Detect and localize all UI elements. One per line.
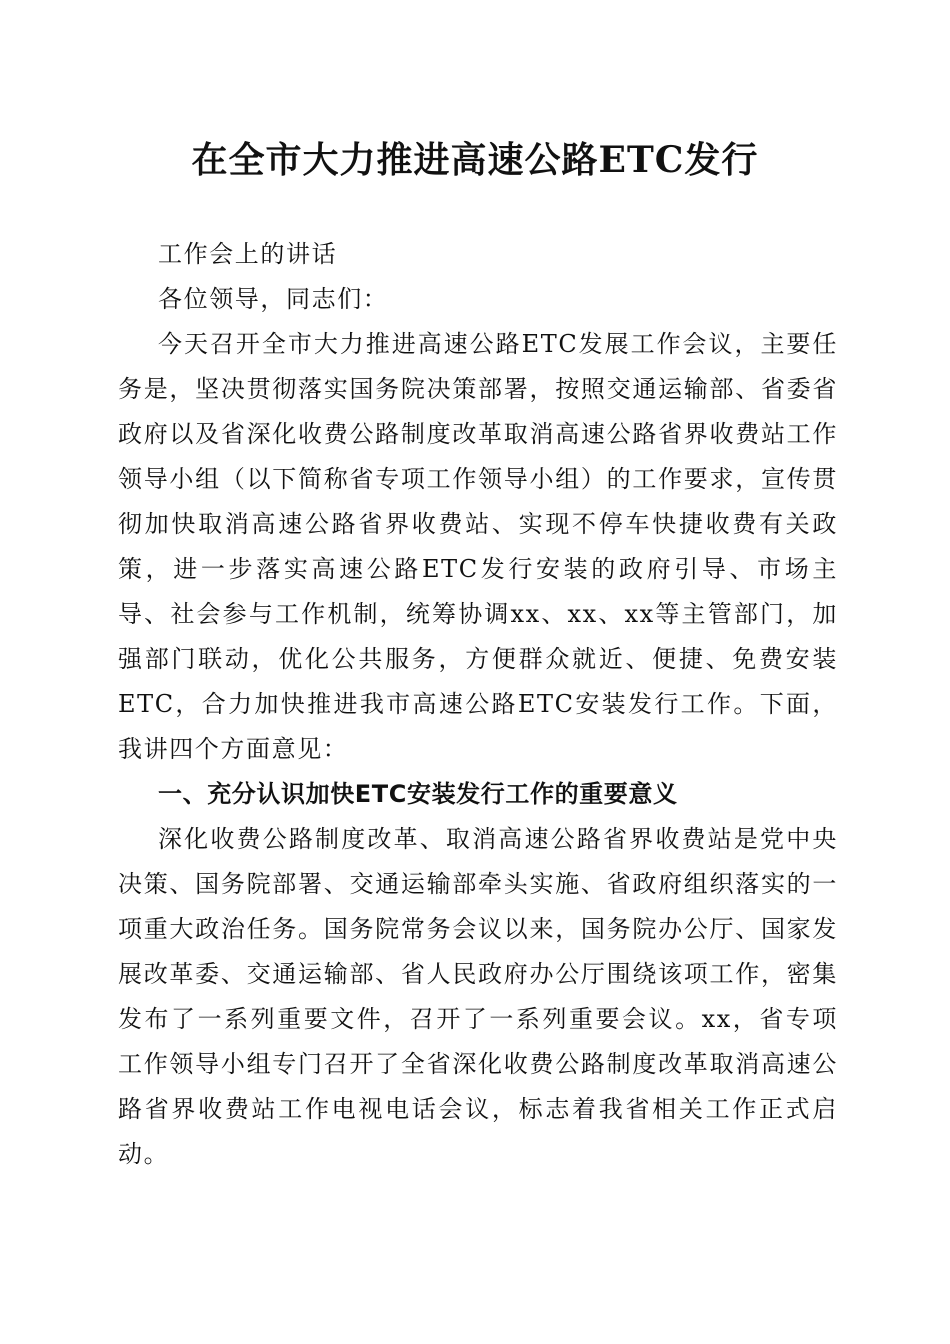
salutation: 各位领导，同志们：	[158, 285, 389, 313]
section-heading-1: 一、充分认识加快ETC安装发行工作的重要意义	[158, 780, 678, 808]
intro-paragraph: 今天召开全市大力推进高速公路ETC发展工作会议，主要任务是，坚决贯彻落实国务院决策部署，按照交通运输部、省委省政府以及省深化收费公路制度改革取消高速公路省界收费站工作领导小组（以下简称省专项工作领导小组）的工作要求，宣传贯彻加快取消高速公路省界收费站、实现不停车快捷收费有关政策，进一步落实高速公路ETC发行安装的政府引导、市场主导、社会参与工作机制，统筹协调xx、xx、xx等主管部门，加强部门联动，优化公共服务，方便群众就近、便捷、免费安装ETC，合力加快推进我市高速公路ETC安装发行工作。下面，我讲四个方面意见：	[118, 330, 838, 763]
speech-subtitle: 工作会上的讲话	[158, 240, 338, 268]
document-body	[118, 232, 838, 1177]
document-title: 在全市大力推进高速公路ETC发行	[191, 139, 759, 181]
section-1-paragraph: 深化收费公路制度改革、取消高速公路省界收费站是党中央决策、国务院部署、交通运输部牵头实施、省政府组织落实的一项重大政治任务。国务院常务会议以来，国务院办公厅、国家发展改革委、交通运输部、省人民政府办公厅围绕该项工作，密集发布了一系列重要文件，召开了一系列重要会议。xx，省专项工作领导小组专门召开了全省深化收费公路制度改革取消高速公路省界收费站工作电视电话会议，标志着我省相关工作正式启动。	[118, 825, 838, 1168]
